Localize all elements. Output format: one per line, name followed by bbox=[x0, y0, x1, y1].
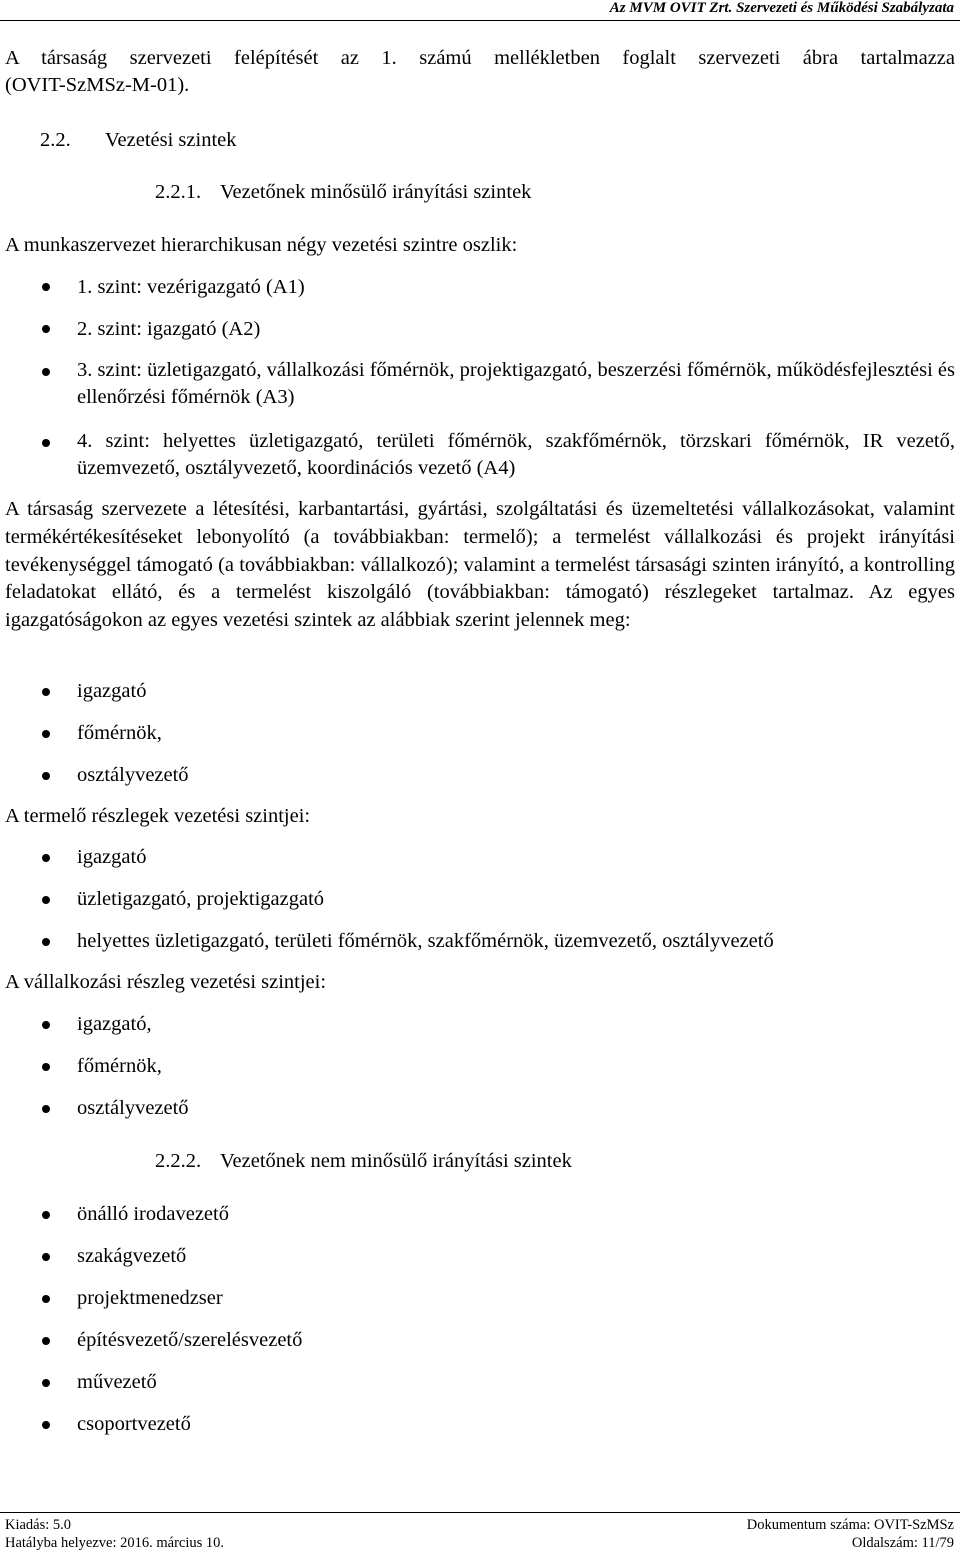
bullet-icon bbox=[42, 1211, 50, 1219]
document-header-title: Az MVM OVIT Zrt. Szervezeti és Működési Szabályzata bbox=[609, 0, 954, 16]
production-level-2: üzletigazgató, projektigazgató bbox=[77, 888, 325, 910]
level-item-3: 3. szint: üzletigazgató, vállalkozási főmérnök, projektigazgató, beszerzési főmérnök, működésfejlesztési és ellenőrzési főmérnök (A3) bbox=[77, 359, 955, 408]
directorate-level-1: igazgató bbox=[77, 680, 147, 702]
footer-page-number: Oldalszám: 11/79 bbox=[851, 1535, 954, 1551]
production-level-1: igazgató bbox=[77, 846, 147, 868]
non-manager-level-6: csoportvezető bbox=[77, 1413, 191, 1435]
intro-line-1: A társaság szervezeti felépítését az 1. számú mellékletben foglalt szervezeti ábra tartalmazza bbox=[5, 47, 955, 69]
level-item-1: 1. szint: vezérigazgató (A1) bbox=[77, 276, 305, 298]
production-levels-heading: A termelő részlegek vezetési szintjei: bbox=[5, 805, 311, 827]
bullet-icon bbox=[42, 1063, 50, 1071]
bullet-icon bbox=[42, 772, 50, 780]
bullet-icon bbox=[42, 1421, 50, 1429]
bullet-icon bbox=[42, 1105, 50, 1113]
section-2-2-title: Vezetési szintek bbox=[105, 129, 237, 151]
section-2-2-2-title: Vezetőnek nem minősülő irányítási szintek bbox=[220, 1150, 572, 1172]
level-item-4: 4. szint: helyettes üzletigazgató, területi főmérnök, szakfőmérnök, törzskari főmérnök, IR vezető, üzemvezető, osztályvezető, koordinációs vezető (A4) bbox=[77, 430, 955, 479]
company-structure-paragraph: A társaság szervezete a létesítési, karbantartási, gyártási, szolgáltatási és üzemeltetési vállalkozásokat, valamint termékértékesítéseket lebonyolító (a továbbiakban: termelő); a termelést vállalkozási és projekt irányítási tevékenységgel támogató (a továbbiakban: vállalkozó); valamint a termelést társasági szinten irányító, a kontrolling feladatokat ellátó, és a termelést kiszolgáló (továbbiakban: támogató) részlegeket tartalmaz. Az egyes igazgatóságokon az egyes vezetési szintek az alábbiak szerint jelennek meg: bbox=[5, 498, 955, 632]
intro-paragraph bbox=[5, 45, 955, 99]
header-divider bbox=[0, 20, 960, 21]
bullet-icon bbox=[42, 283, 50, 291]
enterprise-level-2: főmérnök, bbox=[77, 1055, 162, 1077]
production-level-3: helyettes üzletigazgató, területi főmérnök, szakfőmérnök, üzemvezető, osztályvezető bbox=[77, 930, 774, 952]
non-manager-level-5: művezető bbox=[77, 1371, 157, 1393]
bullet-icon bbox=[42, 439, 50, 447]
non-manager-level-2: szakágvezető bbox=[77, 1245, 187, 1267]
bullet-icon bbox=[42, 1253, 50, 1261]
bullet-icon bbox=[42, 1021, 50, 1029]
bullet-icon bbox=[42, 896, 50, 904]
enterprise-level-1: igazgató, bbox=[77, 1013, 152, 1035]
bullet-icon bbox=[42, 1295, 50, 1303]
footer-effective-date: Hatályba helyezve: 2016. március 10. bbox=[5, 1535, 225, 1551]
non-manager-level-3: projektmenedzser bbox=[77, 1287, 223, 1309]
enterprise-levels-heading: A vállalkozási részleg vezetési szintjei: bbox=[5, 971, 327, 993]
level-item-2: 2. szint: igazgató (A2) bbox=[77, 318, 261, 340]
section-2-2-number: 2.2. bbox=[40, 129, 71, 151]
section-2-2-1-title: Vezetőnek minősülő irányítási szintek bbox=[220, 181, 532, 203]
footer-document-number: Dokumentum száma: OVIT-SzMSz bbox=[746, 1517, 954, 1533]
bullet-icon bbox=[42, 938, 50, 946]
section-2-2-2-number: 2.2.2. bbox=[155, 1150, 202, 1172]
bullet-icon bbox=[42, 730, 50, 738]
section-2-2-1-number: 2.2.1. bbox=[155, 181, 202, 203]
footer-divider bbox=[0, 1512, 960, 1513]
hierarchy-intro: A munkaszervezet hierarchikusan négy vezetési szintre oszlik: bbox=[5, 234, 518, 256]
non-manager-level-4: építésvezető/szerelésvezető bbox=[77, 1329, 303, 1351]
bullet-icon bbox=[42, 1379, 50, 1387]
footer-edition: Kiadás: 5.0 bbox=[5, 1517, 72, 1533]
non-manager-level-1: önálló irodavezető bbox=[77, 1203, 229, 1225]
bullet-icon bbox=[42, 854, 50, 862]
enterprise-level-3: osztályvezető bbox=[77, 1097, 189, 1119]
bullet-icon bbox=[42, 325, 50, 333]
directorate-level-2: főmérnök, bbox=[77, 722, 162, 744]
bullet-icon bbox=[42, 688, 50, 696]
intro-line-2: (OVIT-SzMSz-M-01). bbox=[5, 74, 190, 96]
directorate-level-3: osztályvezető bbox=[77, 764, 189, 786]
bullet-icon bbox=[42, 1337, 50, 1345]
bullet-icon bbox=[42, 368, 50, 376]
